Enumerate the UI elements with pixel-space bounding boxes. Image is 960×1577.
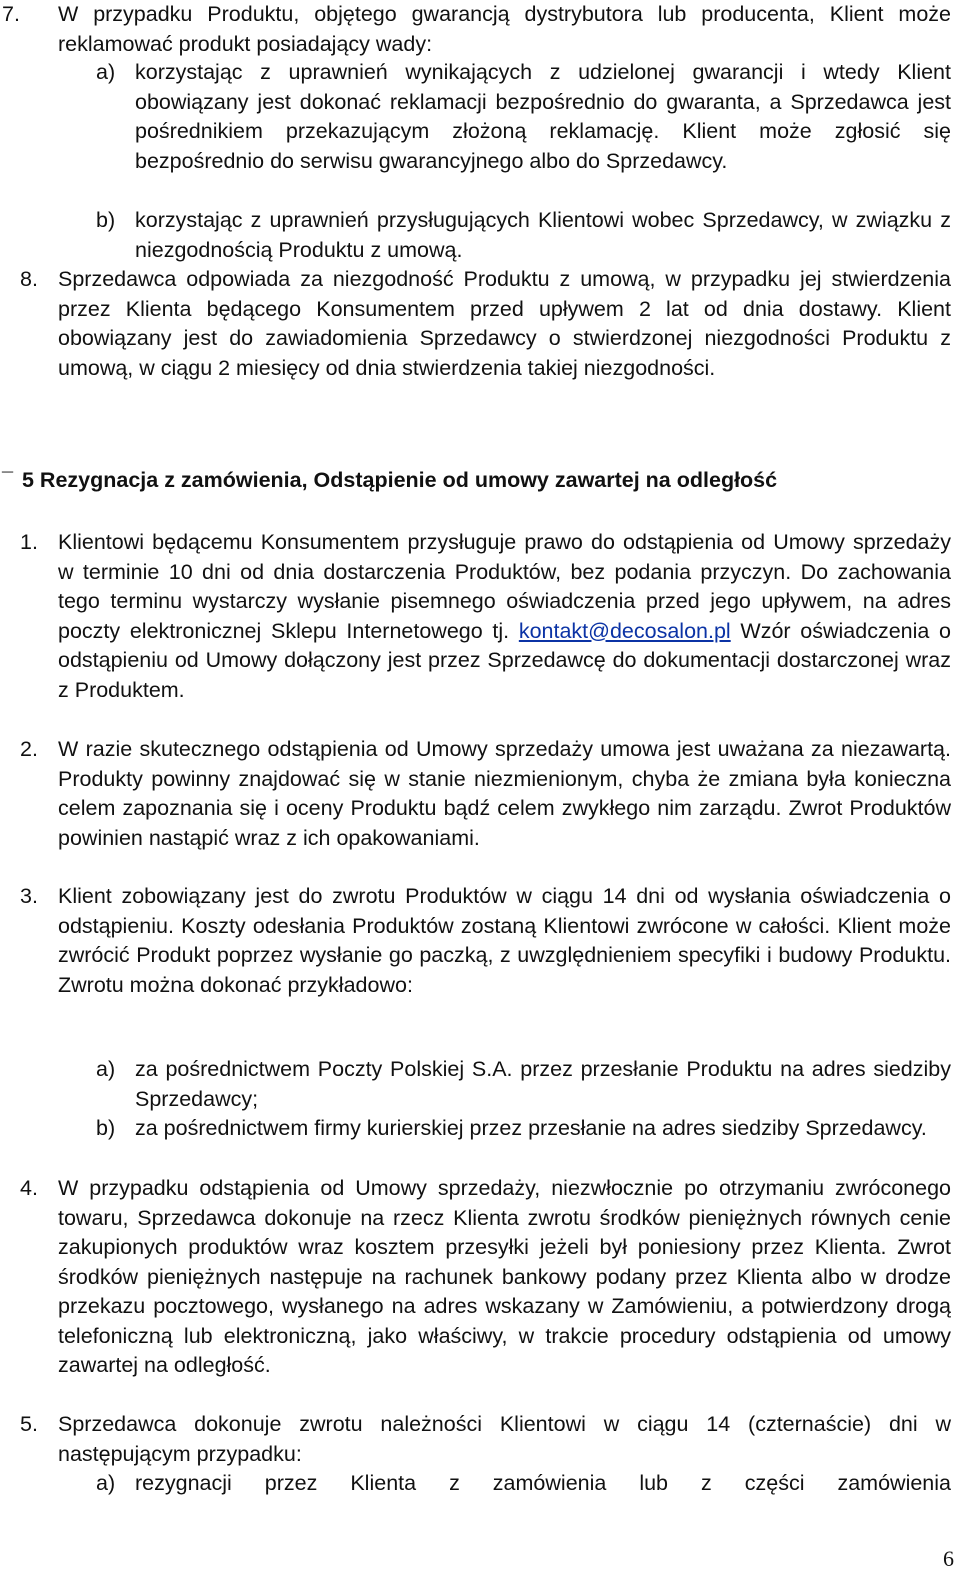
section-item-3a-text: za pośrednictwem Poczty Polskiej S.A. przez przesłanie Produktu na adres siedziby Sprzedawcy; xyxy=(135,1057,951,1111)
section-item-5a-text: rezygnacji przez Klienta z zamówienia lub z części zamówienia xyxy=(135,1471,951,1495)
section-item-3b-label: b) xyxy=(96,1116,116,1140)
page-number: 6 xyxy=(943,1546,954,1571)
section-item-3a-label: a) xyxy=(96,1057,116,1081)
item-8-text: Sprzedawca odpowiada za niezgodność Produktu z umową, w przypadku jej stwierdzenia przez Klienta będącego Konsumentem przed upływem 2 lat od dnia dostawy. Klient obowiązany jest do zawiadomienia Sprzedawcy o stwierdzonej niezgodności Produktu z umową, w ciągu 2 miesięcy od dnia stwierdzenia takiej niezgodności. xyxy=(58,267,951,380)
section-item-4-number: 4. xyxy=(20,1176,38,1200)
section-item-5-number: 5. xyxy=(20,1412,38,1436)
section-item-1-text xyxy=(58,528,951,705)
item-7a-label: a) xyxy=(96,60,116,84)
item-7a-text: korzystając z uprawnień wynikających z udzielonej gwarancji i wtedy Klient obowiązany jest dokonać reklamacji bezpośrednio do gwaranta, a Sprzedawca jest pośrednikiem przekazującym złożoną reklamację. Klient może zgłosić się bezpośrednio do serwisu gwarancyjnego albo do Sprzedawcy. xyxy=(135,60,951,173)
section-item-1-text-after: Wzór oświadczenia o odstąpieniu od Umowy dołączony jest przez Sprzedawcę do dokumentacji dostarczonej wraz z Produktem. xyxy=(58,618,951,702)
item-8-number: 8. xyxy=(20,267,38,291)
section-heading: 5 Rezygnacja z zamówienia, Odstąpienie od umowy zawartej na odległość xyxy=(22,468,778,492)
section-item-3b-text: za pośrednictwem firmy kurierskiej przez przesłanie na adres siedziby Sprzedawcy. xyxy=(135,1116,927,1140)
item-7b-label: b) xyxy=(96,208,116,232)
section-item-1-text-before: Klientowi będącemu Konsumentem przysługuje prawo do odstąpienia od Umowy sprzedaży w terminie 10 dni od dnia dostarczenia Produktów, bez podania przyczyn. Do zachowania tego terminu wystarczy wysłanie pisemnego oświadczenia przed jego upływem, na adres poczty elektronicznej Sklepu Internetowego tj. xyxy=(58,530,951,643)
section-item-3-text: Klient zobowiązany jest do zwrotu Produktów w ciągu 14 dni od wysłania oświadczenia o odstąpieniu. Koszty odesłania Produktów zostaną Klientowi zwrócone w całości. Klient może zwrócić Produkt poprzez wysłanie go paczką, z uwzględnieniem specyfiki i budowy Produktu. Zwrotu można dokonać przykładowo: xyxy=(58,884,951,997)
item-7-intro: W przypadku Produktu, objętego gwarancją dystrybutora lub producenta, Klient może reklamować produkt posiadający wady: xyxy=(58,2,951,56)
section-item-3-number: 3. xyxy=(20,884,38,908)
email-link[interactable]: kontakt@decosalon.pl xyxy=(518,618,731,643)
item-7b-text: korzystając z uprawnień przysługujących Klientowi wobec Sprzedawcy, w związku z niezgodnością Produktu z umową. xyxy=(135,208,951,262)
section-item-1-number: 1. xyxy=(20,530,38,554)
section-item-5-text: Sprzedawca dokonuje zwrotu należności Klientowi w ciągu 14 (czternaście) dni w następującym przypadku: xyxy=(58,1412,951,1466)
section-item-2-text: W razie skutecznego odstąpienia od Umowy sprzedaży umowa jest uważana za niezawartą. Produkty powinny znajdować się w stanie niezmienionym, chyba że zmiana była konieczna celem zapoznania się i oceny Produktu bądź celem zwykłego nim zarządu. Zwrot Produktów powinien nastąpić wraz z ich opakowaniami. xyxy=(58,737,951,850)
section-item-5a-label: a) xyxy=(96,1471,116,1495)
item-7-number: 7. xyxy=(2,2,20,26)
section-item-4-text: W przypadku odstąpienia od Umowy sprzedaży, niezwłocznie po otrzymaniu zwróconego towaru, Sprzedawca dokonuje na rzecz Klienta zwrotu środków pieniężnych równych cenie zakupionych produktów wraz kosztem przesyłki jeżeli był poniesiony przez Klienta. Zwrot środków pieniężnych następuje na rachunek bankowy podany przez Klienta albo w drodze przekazu pocztowego, wysłanego na adres wskazany w Zamówieniu, a potwierdzony drogą telefoniczną lub elektroniczną, jako właściwy, w trakcie procedury odstąpienia od umowy zawartej na odległość. xyxy=(58,1176,951,1377)
section-item-2-number: 2. xyxy=(20,737,38,761)
heading-bullet: ¯ xyxy=(2,470,14,492)
